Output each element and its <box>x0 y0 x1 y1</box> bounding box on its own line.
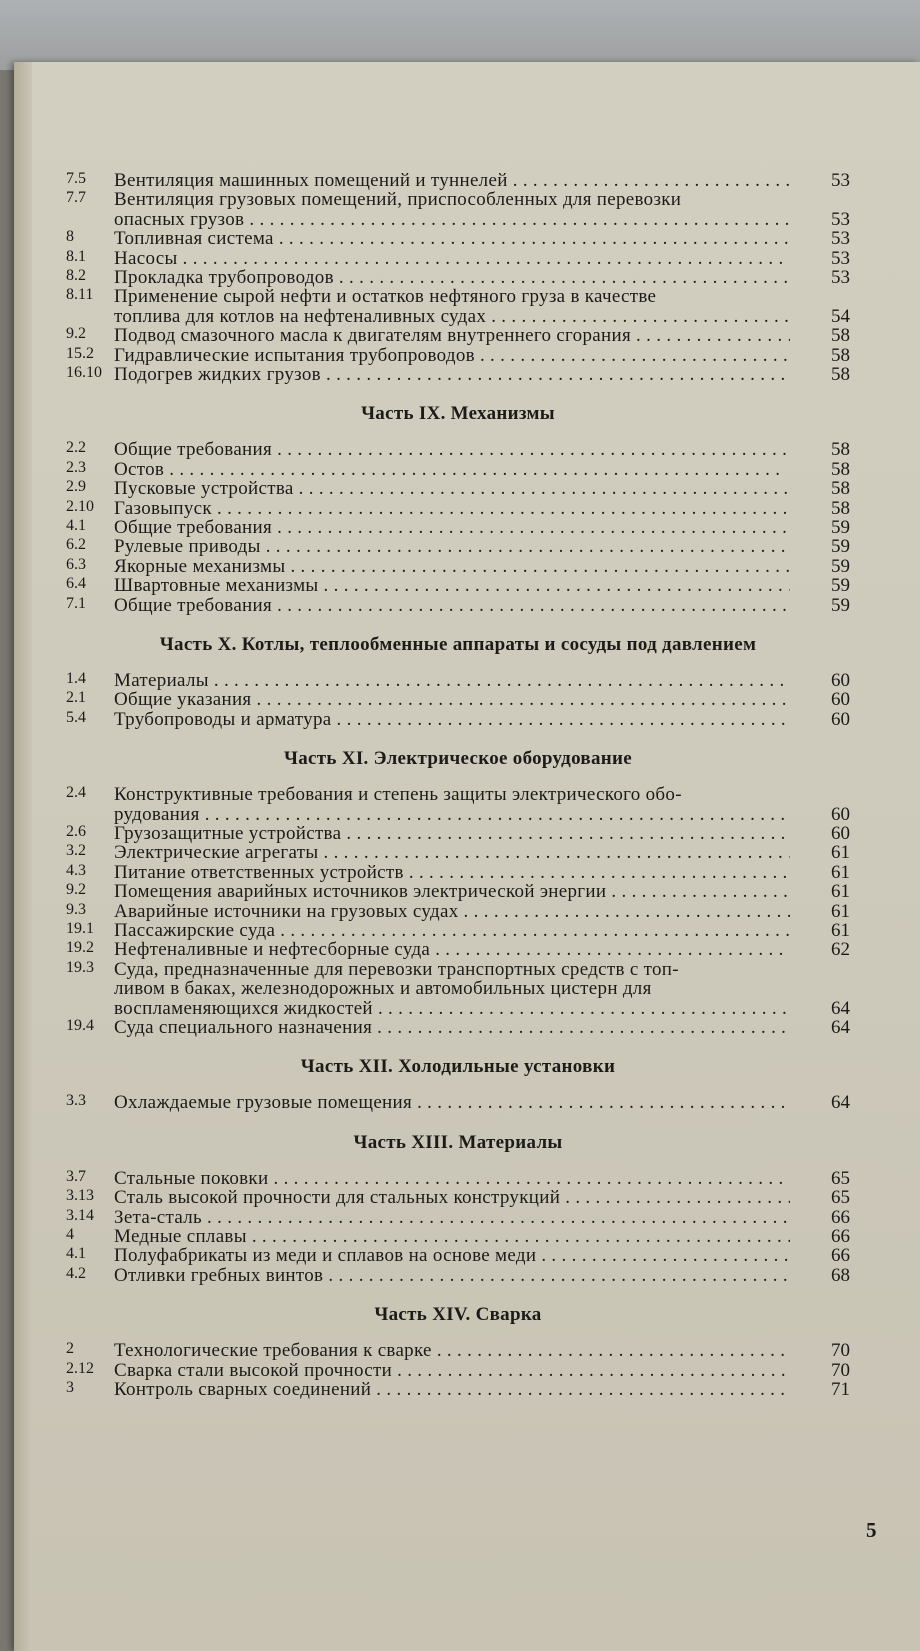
toc-entry <box>66 1017 850 1039</box>
entry-number: 7.5 <box>66 170 86 187</box>
entry-number: 3.2 <box>66 842 86 860</box>
entry-page: 70 <box>831 1340 850 1362</box>
section-heading: Часть XIV. Сварка <box>374 1304 542 1326</box>
entry-page: 70 <box>831 1359 850 1381</box>
entry-number: 7.1 <box>66 594 86 612</box>
entry-page: 64 <box>831 1017 850 1038</box>
entry-title: Грузозащитные устройства . . . <box>114 823 790 845</box>
entry-page: 68 <box>831 1264 850 1286</box>
entry-page: 61 <box>831 920 850 941</box>
entry-title: Пассажирские суда . . . <box>114 920 790 942</box>
entry-number: 9.3 <box>66 900 86 918</box>
entry-page: 64 <box>831 997 850 1019</box>
entry-page: 60 <box>831 803 850 825</box>
entry-number: 2.10 <box>66 497 94 515</box>
entry-number: 3.3 <box>66 1092 86 1110</box>
entry-number: 2.4 <box>66 784 86 802</box>
entry-page: 61 <box>831 900 850 922</box>
entry-title: Гидравлические испытания трубопроводов . . . <box>114 345 790 367</box>
entry-number: 19.4 <box>66 1017 94 1034</box>
entry-title-continuation: воспламеняющихся жидкостей . . . <box>114 998 790 1020</box>
toc-entry <box>66 1092 850 1114</box>
entry-page: 60 <box>831 670 850 691</box>
entry-page: 65 <box>831 1167 850 1189</box>
entry-page: 58 <box>831 364 850 385</box>
entry-title-continuation: опасных грузов . . . <box>114 209 790 231</box>
entry-title: Конструктивные требования и степень защиты электрического обо- <box>114 784 682 806</box>
entry-title: Топливная система . . . <box>114 228 790 250</box>
section-heading: Часть XI. Электрическое оборудование <box>284 748 632 770</box>
entry-number: 19.3 <box>66 958 94 976</box>
toc-entry <box>66 364 850 386</box>
entry-number: 4 <box>66 1226 74 1243</box>
entry-title: Остов . . . <box>114 459 790 481</box>
entry-page: 53 <box>831 267 850 288</box>
entry-title: Сталь высокой прочности для стальных конструкций . . . <box>114 1187 790 1209</box>
entry-title: Питание ответственных устройств . . . <box>114 862 790 884</box>
entry-title: Рулевые приводы . . . <box>114 536 790 558</box>
entry-page: 61 <box>831 881 850 903</box>
entry-number: 5.4 <box>66 708 86 726</box>
entry-title: Подвод смазочного масла к двигателям внутреннего сгорания . . . <box>114 325 790 347</box>
entry-number: 8.11 <box>66 286 94 304</box>
entry-page: 53 <box>831 208 850 230</box>
entry-page: 59 <box>831 536 850 558</box>
entry-page: 59 <box>831 555 850 577</box>
entry-number: 16.10 <box>66 364 102 381</box>
entry-number: 9.2 <box>66 881 86 899</box>
entry-number: 2.6 <box>66 823 86 840</box>
entry-title: Технологические требования к сварке . . . <box>114 1340 790 1362</box>
entry-page: 58 <box>831 458 850 480</box>
entry-number: 8 <box>66 228 74 246</box>
entry-title: Общие указания . . . <box>114 689 790 711</box>
entry-page: 71 <box>831 1379 850 1400</box>
entry-page: 58 <box>831 439 850 461</box>
entry-number: 7.7 <box>66 189 86 207</box>
entry-title: Газовыпуск . . . <box>114 498 790 520</box>
entry-number: 8.2 <box>66 267 86 284</box>
toc-entry <box>66 595 850 617</box>
entry-number: 15.2 <box>66 344 94 362</box>
entry-title: Применение сырой нефти и остатков нефтяного груза в качестве <box>114 286 657 308</box>
section-heading: Часть XII. Холодильные установки <box>300 1056 616 1078</box>
entry-number: 3.13 <box>66 1187 94 1205</box>
entry-page: 58 <box>831 325 850 347</box>
entry-number: 2.2 <box>66 439 86 457</box>
entry-page: 53 <box>831 228 850 250</box>
entry-title: Швартовные механизмы . . . <box>114 575 790 597</box>
entry-page: 61 <box>831 861 850 883</box>
entry-number: 4.3 <box>66 861 86 879</box>
entry-page: 60 <box>831 689 850 711</box>
toc-entry <box>66 1265 850 1287</box>
entry-title-continuation: рудования . . . <box>114 804 790 826</box>
entry-title: Помещения аварийных источников электрической энергии . . . <box>114 881 790 903</box>
entry-number: 19.1 <box>66 920 94 937</box>
entry-number: 4.2 <box>66 1264 86 1282</box>
entry-title: Контроль сварных соединений . . . <box>114 1379 790 1401</box>
entry-page: 59 <box>831 594 850 616</box>
entry-title: Якорные механизмы . . . <box>114 556 790 578</box>
entry-number: 2.1 <box>66 689 86 707</box>
entry-number: 2 <box>66 1340 74 1358</box>
entry-title: Вентиляция машинных помещений и туннелей . . . <box>114 170 790 192</box>
entry-number: 4.1 <box>66 517 86 534</box>
entry-number: 6.3 <box>66 555 86 573</box>
entry-number: 8.1 <box>66 247 86 265</box>
entry-number: 19.2 <box>66 939 94 957</box>
entry-title: Электрические агрегаты . . . <box>114 842 790 864</box>
entry-page: 59 <box>831 517 850 538</box>
entry-title: Аварийные источники на грузовых судах . . . <box>114 901 790 923</box>
entry-title: Материалы . . . <box>114 670 790 692</box>
entry-number: 3.7 <box>66 1167 86 1185</box>
entry-page: 64 <box>831 1092 850 1114</box>
entry-title: Стальные поковки . . . <box>114 1168 790 1190</box>
entry-title: Зета-сталь . . . <box>114 1207 790 1229</box>
entry-title: Нефтеналивные и нефтесборные суда . . . <box>114 939 790 961</box>
entry-title: Общие требования . . . <box>114 595 790 617</box>
entry-number: 2.12 <box>66 1359 94 1377</box>
entry-title: Полуфабрикаты из меди и сплавов на основе меди . . . <box>114 1245 790 1267</box>
entry-title: Вентиляция грузовых помещений, приспособленных для перевозки <box>114 189 682 211</box>
entry-number: 3.14 <box>66 1206 94 1224</box>
entry-title: Сварка стали высокой прочности . . . <box>114 1360 790 1382</box>
entry-number: 4.1 <box>66 1245 86 1263</box>
entry-number: 3 <box>66 1379 74 1396</box>
entry-page: 53 <box>831 170 850 191</box>
entry-number: 2.9 <box>66 478 86 496</box>
entry-title-continuation: топлива для котлов на нефтеналивных судах . . . <box>114 306 790 328</box>
section-heading: Часть XIII. Материалы <box>353 1131 563 1153</box>
entry-page: 66 <box>831 1226 850 1247</box>
entry-title: Медные сплавы . . . <box>114 1226 790 1248</box>
entry-number: 9.2 <box>66 325 86 343</box>
entry-number: 6.2 <box>66 536 86 554</box>
entry-title: Суда, предназначенные для перевозки транспортных средств с топ- <box>114 958 679 980</box>
entry-page: 65 <box>831 1187 850 1209</box>
toc-entry <box>66 709 850 731</box>
entry-page: 53 <box>831 247 850 269</box>
entry-title: Прокладка трубопроводов . . . <box>114 267 790 289</box>
section-heading: Часть X. Котлы, теплообменные аппараты и сосуды под давлением <box>159 634 757 655</box>
entry-page: 61 <box>831 842 850 864</box>
entry-title-continuation: ливом в баках, железнодорожных и автомобильных цистерн для <box>114 978 652 1000</box>
page-number: 5 <box>866 1518 877 1542</box>
entry-page: 58 <box>831 497 850 519</box>
entry-page: 66 <box>831 1206 850 1228</box>
entry-title: Охлаждаемые грузовые помещения . . . <box>114 1092 790 1114</box>
entry-page: 59 <box>831 575 850 597</box>
entry-number: 1.4 <box>66 670 86 687</box>
entry-number: 6.4 <box>66 575 86 593</box>
page-binding-edge <box>14 62 32 1651</box>
entry-title: Насосы . . . <box>114 248 790 270</box>
entry-title: Подогрев жидких грузов . . . <box>114 364 790 386</box>
entry-page: 58 <box>831 478 850 500</box>
entry-number: 2.3 <box>66 458 86 476</box>
entry-title: Суда специального назначения . . . <box>114 1017 790 1039</box>
entry-page: 54 <box>831 305 850 327</box>
toc-entry <box>66 1379 850 1401</box>
entry-page: 60 <box>831 823 850 844</box>
entry-page: 66 <box>831 1245 850 1267</box>
entry-title: Пусковые устройства . . . <box>114 478 790 500</box>
table-surface <box>0 0 920 70</box>
entry-title: Трубопроводы и арматура . . . <box>114 709 790 731</box>
entry-page: 62 <box>831 939 850 961</box>
entry-title: Общие требования . . . <box>114 439 790 461</box>
entry-title: Отливки гребных винтов . . . <box>114 1265 790 1287</box>
entry-page: 58 <box>831 344 850 366</box>
entry-page: 60 <box>831 708 850 730</box>
entry-title: Общие требования . . . <box>114 517 790 539</box>
section-heading: Часть IX. Механизмы <box>361 403 555 425</box>
